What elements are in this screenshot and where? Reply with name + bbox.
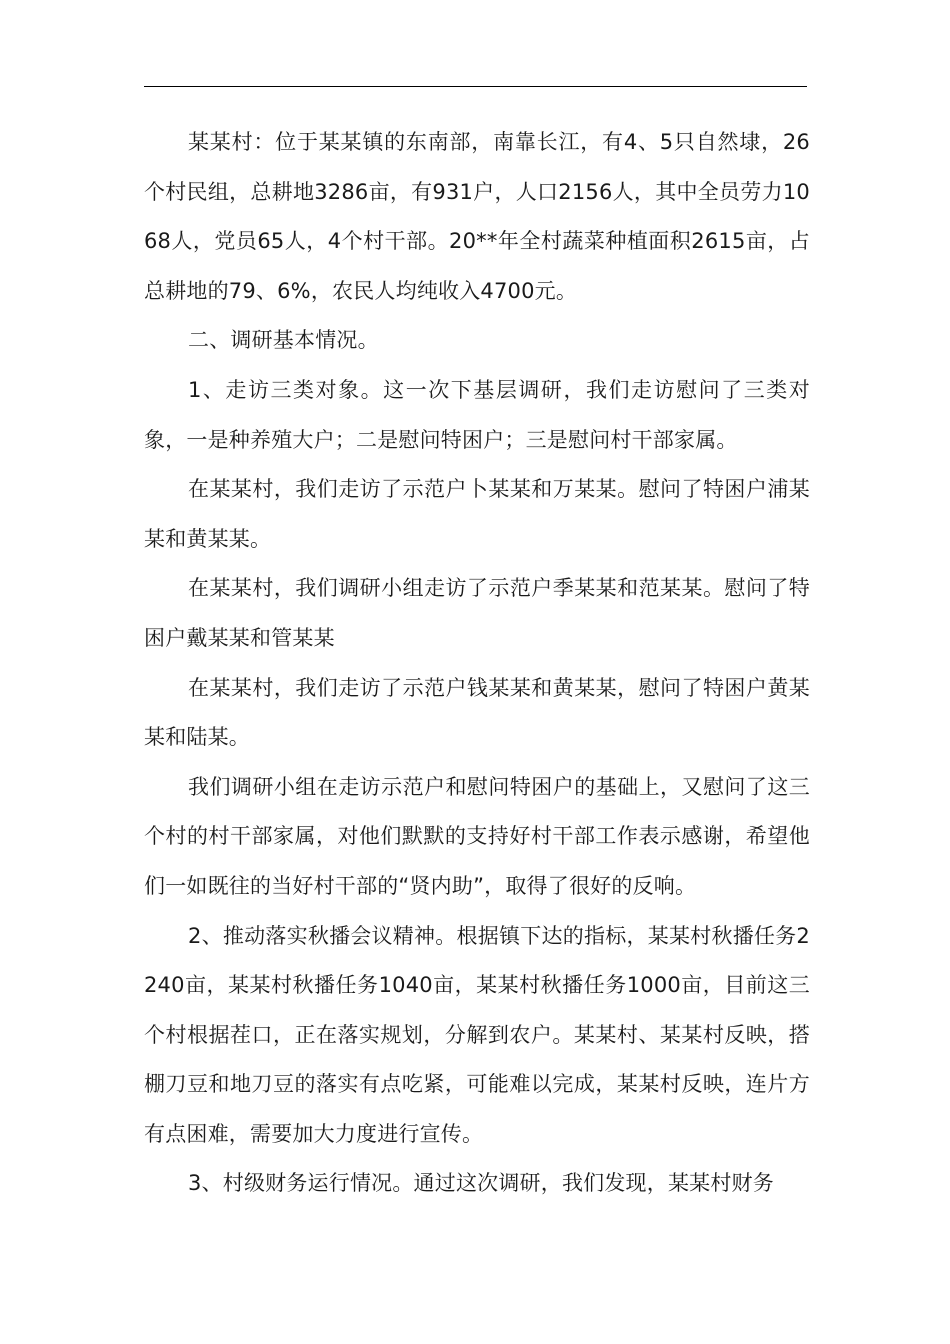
paragraph-village-profile: 某某村：位于某某镇的东南部，南靠长江，有4、5只自然埭，26个村民组，总耕地3286亩，有931户，人口2156人，其中全员劳力1068人，党员65人，4个村干部。20**年全村蔬菜种植面积2615亩，占总耕地的79、6%，农民人均纯收入4700元。	[144, 130, 810, 303]
paragraph-cadre-families: 我们调研小组在走访示范户和慰问特困户的基础上，又慰问了这三个村的村干部家属，对他们默默的支持好村干部工作表示感谢，希望他们一如既往的当好村干部的“贤内助”，取得了很好的反响。	[144, 774, 810, 898]
paragraph-village-visit-3: 在某某村，我们走访了示范户钱某某和黄某某，慰问了特困户黄某某和陆某。	[144, 675, 810, 750]
header-rule	[144, 86, 807, 87]
document-body	[144, 118, 810, 1209]
paragraph-autumn-sowing: 2、推动落实秋播会议精神。根据镇下达的指标，某某村秋播任务2240亩，某某村秋播任务1040亩，某某村秋播任务1000亩，目前这三个村根据茬口，正在落实规划，分解到农户。某某村、某某村反映，搭棚刀豆和地刀豆的落实有点吃紧，可能难以完成，某某村反映，连片方有点困难，需要加大力度进行宣传。	[144, 923, 810, 1146]
section-heading-research-overview: 二、调研基本情况。	[188, 328, 379, 353]
paragraph-village-finance: 3、村级财务运行情况。通过这次调研，我们发现，某某村财务	[188, 1171, 774, 1196]
paragraph-village-visit-2: 在某某村，我们调研小组走访了示范户季某某和范某某。慰问了特困户戴某某和管某某	[144, 576, 810, 650]
paragraph-village-visit-1: 在某某村，我们走访了示范户卜某某和万某某。慰问了特困户浦某某和黄某某。	[144, 477, 810, 551]
paragraph-visits-overview: 1、走访三类对象。这一次下基层调研，我们走访慰问了三类对象，一是种养殖大户；二是慰问特困户；三是慰问村干部家属。	[144, 377, 810, 452]
